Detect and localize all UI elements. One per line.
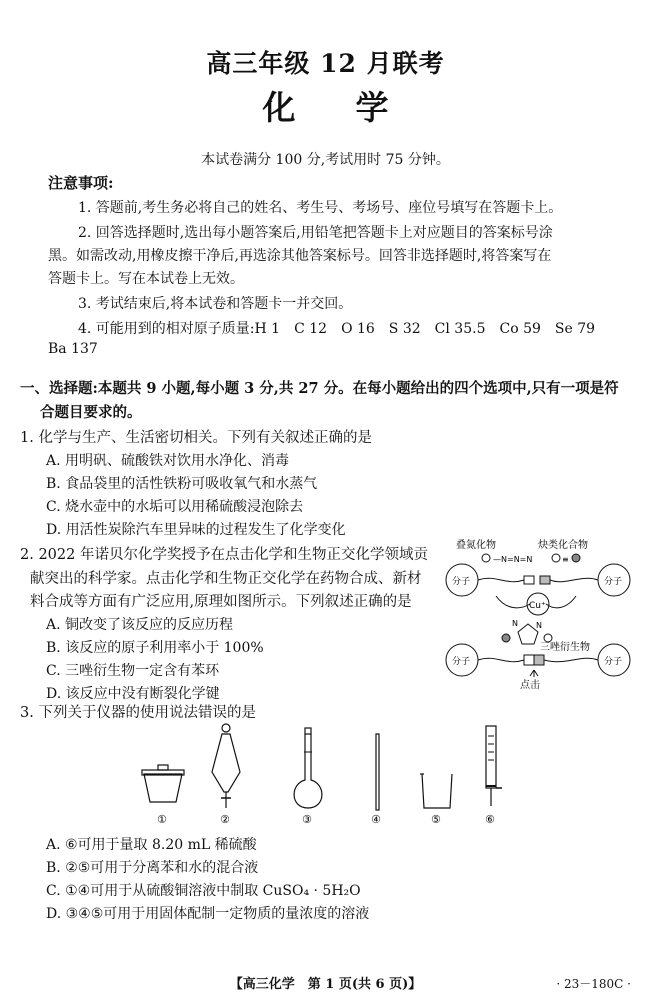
alkyne-label: 炔类化合物 [538, 540, 588, 551]
notice-line-7: Ba 137 [48, 341, 98, 357]
molecule-label-4: 分子 [604, 657, 623, 667]
apparatus-label-3: ③ [302, 813, 312, 826]
svg-text:—N=N=N: —N=N=N [493, 555, 533, 564]
burette-icon [486, 726, 502, 806]
notice-line-6: 4. 可能用到的相对原子质量:H 1 C 12 O 16 S 32 Cl 35.5 Co 59 Se 79 [78, 321, 596, 337]
q1-option-d: D. 用活性炭除汽车里异味的过程发生了化学变化 [46, 522, 346, 538]
q3-option-b: B. ②⑤可用于分离苯和水的混合液 [46, 860, 259, 876]
section-heading-line-1: 一、选择题:本题共 9 小题,每小题 3 分,共 27 分。在每小题给出的四个选项中,只有一项是符 [20, 380, 619, 397]
q1-option-b: B. 食品袋里的活性铁粉可吸收氧气和水蒸气 [46, 476, 318, 492]
section-heading-line-2: 合题目要求的。 [40, 404, 142, 421]
q1-option-c: C. 烧水壶中的水垢可以用稀硫酸浸泡除去 [46, 499, 304, 515]
q1-option-a: A. 用明矾、硫酸铁对饮用水净化、消毒 [46, 453, 290, 469]
q3-option-c: C. ①④可用于从硫酸铜溶液中制取 CuSO₄ · 5H₂O [46, 883, 361, 899]
notice-line-1: 1. 答题前,考生务必将自己的姓名、考生号、考场号、座位号填写在答题卡上。 [78, 200, 563, 216]
exam-code: · 23－180C · [556, 977, 631, 991]
notice-line-3: 黑。如需改动,用橡皮擦干净后,再选涂其他答案标号。回答非选择题时,将答案写在 [48, 248, 552, 264]
n-label-1: N [512, 619, 518, 628]
notice-heading: 注意事项: [48, 174, 114, 192]
apparatus-label-4: ④ [371, 813, 381, 826]
q2-stem-line-1: 2. 2022 年诺贝尔化学奖授予在点击化学和生物正交化学领域贡 [20, 547, 428, 563]
beaker-icon [420, 774, 452, 808]
q2-option-a: A. 铜改变了该反应的反应历程 [46, 617, 234, 633]
molecule-label-1: 分子 [452, 577, 471, 587]
q2-option-c: C. 三唑衍生物一定含有苯环 [46, 663, 220, 679]
q2-option-d: D. 该反应中没有断裂化学键 [46, 686, 220, 702]
subject-title: 化学 [262, 88, 449, 127]
click-chemistry-diagram [436, 534, 640, 696]
apparatus-label-6: ⑥ [485, 813, 495, 826]
exam-subtitle: 本试卷满分 100 分,考试用时 75 分钟。 [201, 152, 450, 168]
q2-stem-line-3: 料合成等方面有广泛应用,原理如图所示。下列叙述正确的是 [30, 594, 412, 610]
notice-line-4: 答题卡上。写在本试卷上无效。 [48, 271, 244, 287]
molecule-label-2: 分子 [604, 577, 623, 587]
q2-stem-line-2: 献突出的科学家。点击化学和生物正交化学在药物合成、新材 [30, 571, 422, 587]
crucible-icon [142, 765, 184, 802]
page-footer: 【高三化学 第 1 页(共 6 页)】 [229, 977, 422, 992]
q3-stem: 3. 下列关于仪器的使用说法错误的是 [20, 705, 256, 721]
notice-line-2: 2. 回答选择题时,选出每小题答案后,用铅笔把答题卡上对应题目的答案标号涂 [78, 225, 553, 241]
svg-text:≡: ≡ [562, 555, 569, 564]
apparatus-figure [130, 722, 510, 832]
q1-stem: 1. 化学与生产、生活密切相关。下列有关叙述正确的是 [20, 430, 372, 446]
molecule-label-3: 分子 [452, 657, 471, 667]
n-label-2: N [536, 621, 542, 630]
triazole-label: 三唑衍生物 [540, 642, 590, 653]
click-label: 点击 [520, 680, 540, 691]
notice-line-5: 3. 考试结束后,将本试卷和答题卡一并交回。 [78, 296, 353, 312]
q3-option-d: D. ③④⑤可用于用固体配制一定物质的量浓度的溶液 [46, 906, 370, 922]
q2-option-b: B. 该反应的原子利用率小于 100% [46, 640, 264, 656]
separatory-funnel-icon [212, 724, 240, 808]
volumetric-flask-icon [294, 728, 322, 808]
catalyst-label: Cu⁺ [529, 601, 546, 611]
apparatus-label-2: ② [220, 813, 230, 826]
apparatus-label-5: ⑤ [431, 813, 441, 826]
apparatus-label-1: ① [157, 813, 167, 826]
glass-rod-icon [376, 734, 379, 810]
exam-title: 高三年级 12 月联考 [206, 49, 445, 78]
azide-label: 叠氮化物 [456, 540, 496, 551]
q3-option-a: A. ⑥可用于量取 8.20 mL 稀硫酸 [46, 837, 257, 853]
